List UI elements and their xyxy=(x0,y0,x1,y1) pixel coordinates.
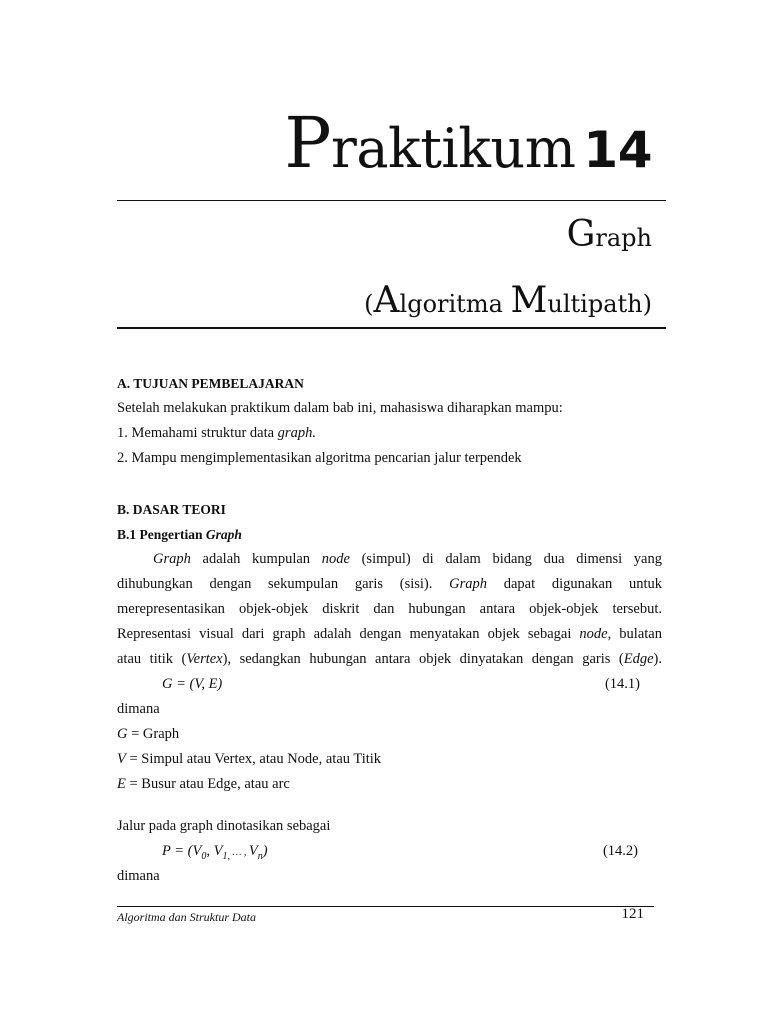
chapter-title-initial: P xyxy=(284,102,331,184)
section-a-intro: Setelah melakukan praktikum dalam bab ini, mahasiswa diharapkan mampu: xyxy=(117,400,563,416)
term-vertex: Vertex xyxy=(186,651,223,667)
subtitle2-a-initial: A xyxy=(373,280,400,321)
definition-g xyxy=(117,722,662,747)
page-number: 121 xyxy=(621,906,644,922)
section-b1-heading-em: Graph xyxy=(205,527,242,542)
where-label-2: dimana xyxy=(117,868,160,884)
where-label-1: dimana xyxy=(117,701,160,717)
title-divider-bottom xyxy=(117,327,666,329)
line2-text-b: dapat digunakan untuk xyxy=(486,576,662,592)
eq2-sub-n: n xyxy=(257,850,263,862)
term-edge: Edge xyxy=(623,651,654,667)
line4-text-a: Representasi visual dari graph adalah dengan menyatakan objek sebagai xyxy=(117,626,580,642)
symbol-e: E xyxy=(117,776,126,792)
equation-14-2-formula xyxy=(162,839,268,865)
term-graph: Graph xyxy=(153,551,191,567)
spacer xyxy=(117,797,662,814)
line5-text-b: ), sedangkan hubungan antara objek dinyatakan dengan garis ( xyxy=(222,651,624,667)
chapter-subtitle-graph xyxy=(566,214,652,255)
line4-text-b: , bulatan xyxy=(607,626,662,642)
footer-divider xyxy=(117,906,654,907)
definition-v-text: = Simpul atau Vertex, atau Node, atau Titik xyxy=(125,751,382,767)
subtitle2-m-initial: M xyxy=(510,280,548,321)
subtitle1-rest: raph xyxy=(595,224,652,252)
subtitle2-a-rest: lgoritma xyxy=(399,290,511,318)
section-b1-heading xyxy=(117,522,662,547)
equation-14-1 xyxy=(117,672,662,697)
objective-item-1-text: 1. Memahami struktur data xyxy=(117,425,278,441)
section-b xyxy=(117,497,662,889)
eq2-sub-0: 0 xyxy=(201,850,207,862)
objective-item-1-em: graph. xyxy=(277,425,316,441)
equation-14-2-number: (14.2) xyxy=(602,843,638,859)
graph-definition-paragraph xyxy=(117,547,662,672)
section-b1-heading-text: B.1 Pengertian xyxy=(117,527,206,542)
definition-v xyxy=(117,747,662,772)
path-intro: Jalur pada graph dinotasikan sebagai xyxy=(117,818,331,834)
section-a-heading: A. TUJUAN PEMBELAJARAN xyxy=(117,376,304,391)
equation-14-2 xyxy=(117,839,662,864)
paragraph-line-1 xyxy=(117,547,662,572)
paragraph-line-3: merepresentasikan objek-objek diskrit dan hubungan antara objek-objek tersebut. xyxy=(117,601,662,617)
subtitle2-open-paren: ( xyxy=(364,290,374,318)
subtitle1-initial: G xyxy=(566,214,596,255)
objective-item-2: 2. Mampu mengimplementasikan algoritma pencarian jalur terpendek xyxy=(117,450,522,466)
symbol-g: G xyxy=(117,726,128,742)
section-a xyxy=(117,371,662,471)
eq2-sub-1: 1, xyxy=(222,850,230,862)
chapter-number: 14 xyxy=(583,121,652,179)
title-divider-top xyxy=(117,200,666,201)
term-node-2: node xyxy=(579,626,608,642)
eq2-dots: … , xyxy=(229,847,249,858)
line5-text-a: atau titik ( xyxy=(117,651,187,667)
symbol-v: V xyxy=(117,751,126,767)
eq2-p: P = (V xyxy=(162,843,202,859)
objective-item-1 xyxy=(117,421,662,446)
line1-text-b: (simpul) di dalam bidang dua dimensi yang xyxy=(349,551,662,567)
subtitle2-m-rest: ultipath xyxy=(547,290,643,318)
chapter-subtitle-algoritma-multipath xyxy=(364,280,652,321)
eq2-mid: , V xyxy=(206,843,223,859)
section-b-heading: B. DASAR TEORI xyxy=(117,502,226,517)
subtitle2-close-paren: ) xyxy=(642,290,652,318)
eq2-vn: V xyxy=(248,843,258,859)
line1-text-a: adalah kumpulan xyxy=(190,551,322,567)
line2-text-a: dihubungkan dengan sekumpulan garis (sisi). xyxy=(117,576,450,592)
line5-text-c: ). xyxy=(653,651,662,667)
equation-14-1-formula: G = (V, E) xyxy=(162,676,223,692)
equation-14-1-number: (14.1) xyxy=(604,676,640,692)
paragraph-line-5 xyxy=(117,647,662,672)
eq2-close: ) xyxy=(262,843,268,859)
definition-e-text: = Busur atau Edge, atau arc xyxy=(125,776,290,792)
footer-book-title: Algoritma dan Struktur Data xyxy=(117,910,257,924)
paragraph-line-2 xyxy=(117,572,662,597)
term-node: node xyxy=(321,551,350,567)
term-graph-2: Graph xyxy=(449,576,487,592)
chapter-title xyxy=(284,102,652,184)
definition-e xyxy=(117,772,662,797)
chapter-title-word: raktikum xyxy=(331,117,576,180)
paragraph-line-4 xyxy=(117,622,662,647)
definition-g-text: = Graph xyxy=(127,726,180,742)
